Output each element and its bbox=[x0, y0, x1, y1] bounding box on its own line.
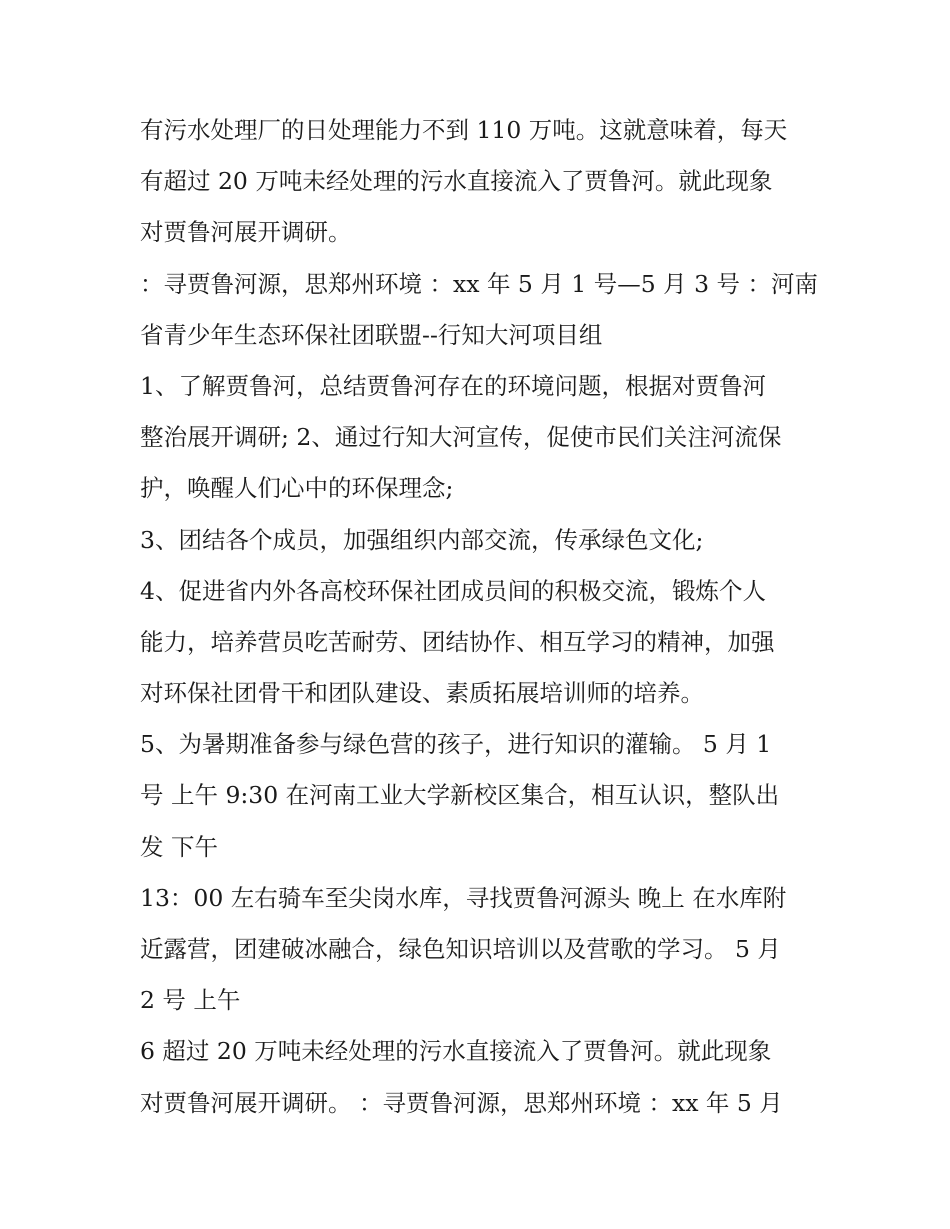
text-line: 整治展开调研; 2、通过行知大河宣传，促使市民们关注河流保 bbox=[140, 423, 782, 452]
text-line: 有污水处理厂的日处理能力不到 110 万吨。这就意味着，每天 bbox=[140, 116, 788, 144]
text-line: 13：00 左右骑车至尖岗水库，寻找贾鲁河源头 晚上 在水库附 bbox=[140, 883, 787, 912]
text-line: 有超过 20 万吨未经处理的污水直接流入了贾鲁河。就此现象 bbox=[140, 167, 773, 196]
text-line: 对环保社团骨干和团队建设、素质拓展培训师的培养。 bbox=[140, 679, 704, 708]
text-line: 对贾鲁河展开调研。 ：寻贾鲁河源，思郑州环境 ：xx 年 5 月 bbox=[140, 1088, 783, 1117]
text-line: 能力，培养营员吃苦耐劳、团结协作、相互学习的精神，加强 bbox=[140, 627, 775, 656]
text-line: ：寻贾鲁河源，思郑州环境 ：xx 年 5 月 1 号—5 月 3 号 ：河南 bbox=[140, 269, 819, 298]
text-line: 对贾鲁河展开调研。 bbox=[140, 218, 352, 247]
text-line: 护，唤醒人们心中的环保理念; bbox=[140, 474, 454, 503]
text-line: 6 超过 20 万吨未经处理的污水直接流入了贾鲁河。就此现象 bbox=[140, 1037, 772, 1066]
text-line: 2 号 上午 bbox=[140, 986, 241, 1015]
text-line: 1、了解贾鲁河，总结贾鲁河存在的环境问题，根据对贾鲁河 bbox=[140, 371, 766, 400]
text-line: 号 上午 9:30 在河南工业大学新校区集合，相互认识，整队出 bbox=[140, 781, 780, 810]
body-text bbox=[140, 105, 820, 1129]
text-line: 发 下午 bbox=[140, 832, 218, 861]
text-line: 3、团结各个成员，加强组织内部交流，传承绿色文化; bbox=[140, 525, 704, 554]
text-line: 5、为暑期准备参与绿色营的孩子，进行知识的灌输。 5 月 1 bbox=[140, 730, 772, 759]
text-line: 近露营，团建破冰融合，绿色知识培训以及营歌的学习。 5 月 bbox=[140, 935, 781, 963]
text-line: 省青少年生态环保社团联盟--行知大河项目组 bbox=[140, 320, 603, 349]
text-line: 4、促进省内外各高校环保社团成员间的积极交流，锻炼个人 bbox=[140, 576, 766, 605]
